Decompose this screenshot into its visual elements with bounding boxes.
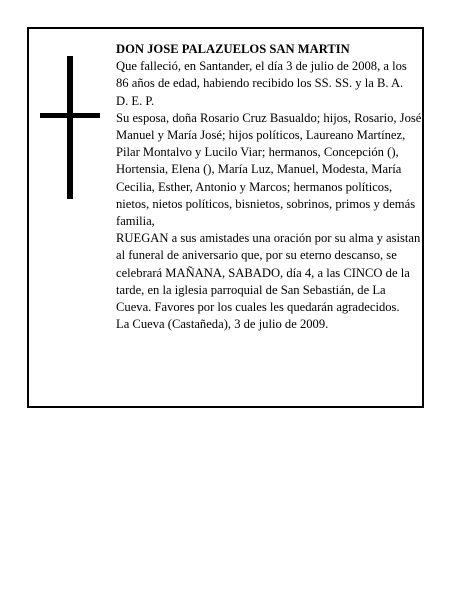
cross-vertical-bar	[67, 56, 73, 199]
rest-in-peace: D. E. P.	[116, 93, 155, 108]
cross-horizontal-bar	[40, 113, 100, 118]
cross-icon	[40, 56, 100, 199]
funeral-request: RUEGAN a sus amistades una oración por su alma y asistan al funeral de aniversario que, por su eterno descanso, se celebrará MAÑANA, SABADO, día 4, a las CINCO de la tarde, en la iglesia parroquial de San Sebastián, de La Cueva. Favores por los cuales les quedarán agradecidos.	[116, 231, 421, 315]
notice-text	[116, 41, 422, 333]
death-announcement: Que falleció, en Santander, el día 3 de julio de 2008, a los 86 años de edad, habiendo recibido los SS. SS. y la B. A.	[116, 59, 407, 91]
deceased-name: DON JOSE PALAZUELOS SAN MARTIN	[116, 42, 350, 56]
place-and-date: La Cueva (Castañeda), 3 de julio de 2009.	[116, 317, 329, 332]
obituary-notice	[27, 27, 424, 408]
family-list: Su esposa, doña Rosario Cruz Basualdo; hijos, Rosario, José Manuel y María José; hijos políticos, Laureano Martínez, Pilar Montalvo y Lucilo Viar; hermanos, Concepción (), Hortensia, Elena (), María Luz, Manuel, Modesta, María Cecilia, Esther, Antonio y Marcos; hermanos políticos, nietos, nietos políticos, bisnietos, sobrinos, primos y demás familia,	[116, 110, 422, 229]
